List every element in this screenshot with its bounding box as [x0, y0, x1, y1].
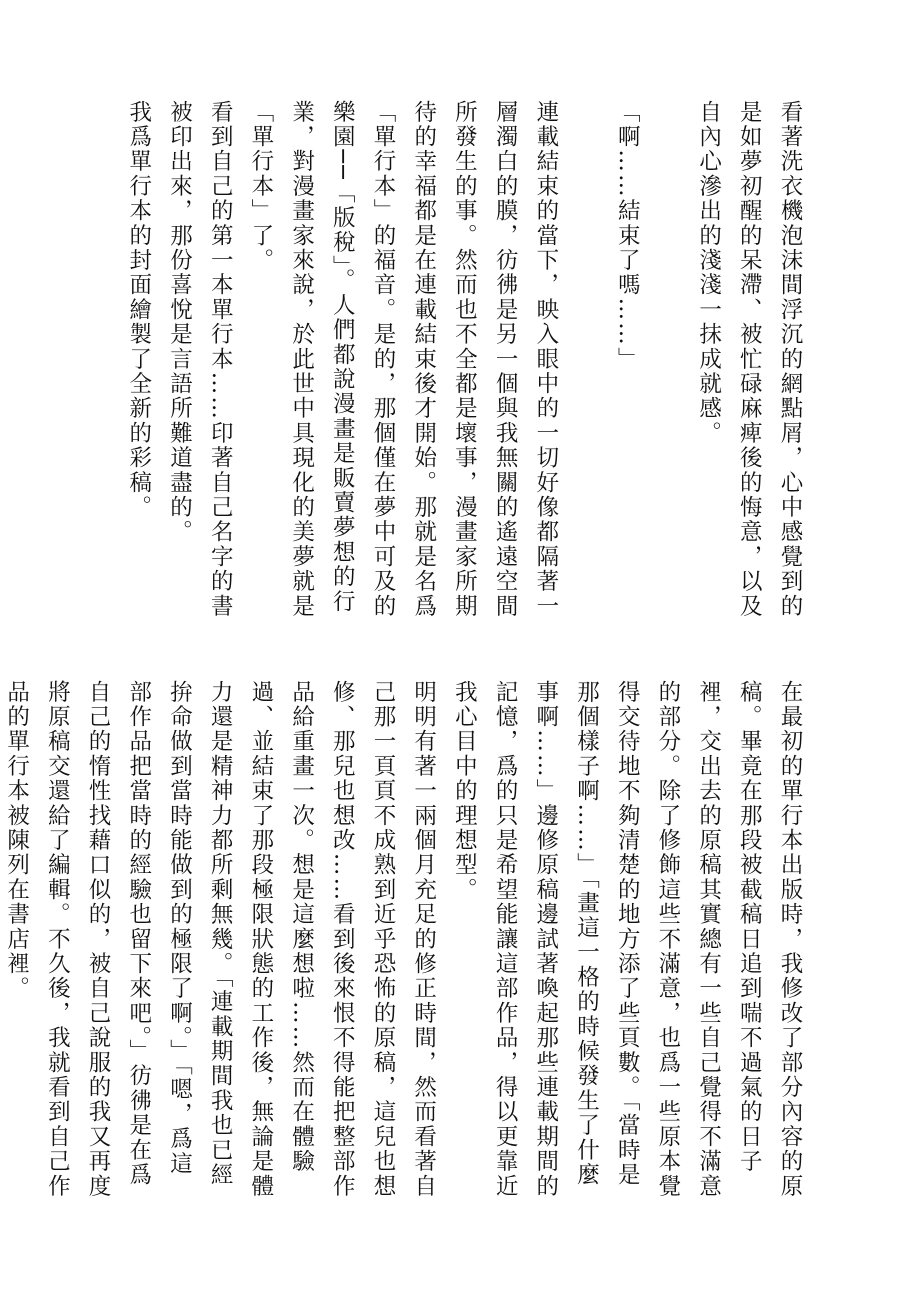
upper-text-block — [125, 100, 810, 630]
paragraph-gap — [566, 100, 607, 630]
paragraph-revisions: 在最初的單行本出版時，我修改了部分內容的原稿。畢竟在那段被截稿日追到喘不過氣的日子裡，交出去的原稿其實總有一些自己覺得不滿意的部分。除了修飾這些不滿意，也爲一些原本覺得交待地不夠清楚的地方添了些頁數。「當時是那個樣子啊……」「畫這一格的時候發生了什麼事啊……」邊修原稿邊試著喚起那些連載期間的記憶，爲的只是希望能讓這部作品，得以更靠近我心目中的理想型。 — [451, 680, 803, 1199]
paragraph-gap — [647, 100, 688, 630]
paragraph-serialization-end: 連載結束的當下，映入眼中的一切好像都隔著一層濁白的膜，彷彿是另一個與我無關的遙遠空間所發生的事。然而也不全都是壞事，漫畫家所期待的幸福都是在連載結束後才開始。那就是名爲「單行本」的福音。是的，那個僅在夢中可及的樂園──「版稅」。人們都說漫畫是販賣夢想的行業，對漫畫家來說，於此世中具現化的美夢就是「單行本」了。 — [247, 100, 559, 619]
lower-text-block — [3, 680, 810, 1200]
paragraph-revision-time: 明明有著一兩個月充足的修正時間，然而看著自己那一頁頁不成熟到近乎恐怖的原稿，這兒也想修、那兒也想改……看到後來恨不得能把整部作品給重畫一次。想是這麼想啦……然而在體驗過、並結束了那段極限狀態的工作後，無論是體力還是精神力都所剩無幾。「連載期間我也已經拚命做到當時能做到的極限了啊。」「嗯，爲這部作品把當時的經驗也留下來吧。」彷彿是在爲自己的惰性找藉口似的，被自己說服的我又再度將原稿交還給了編輯。不久後，我就看到自己作品的單行本被陳列在書店裡。 — [3, 680, 437, 1199]
paragraph-first-volume: 看到自己的第一本單行本……印著自己名字的書被印出來，那份喜悅是言語所難道盡的。 — [166, 100, 234, 619]
paragraph-washing-machine: 看著洗衣機泡沫間浮沉的網點屑，心中感覺到的是如夢初醒的呆滯、被忙碌麻痺後的悔意，以及自內心滲出的淺淺一抹成就感。 — [695, 100, 803, 619]
paragraph-exclamation: 「啊……結束了嗎……」 — [614, 100, 641, 372]
paragraph-cover-art: 我爲單行本的封面繪製了全新的彩稿。 — [125, 100, 152, 520]
